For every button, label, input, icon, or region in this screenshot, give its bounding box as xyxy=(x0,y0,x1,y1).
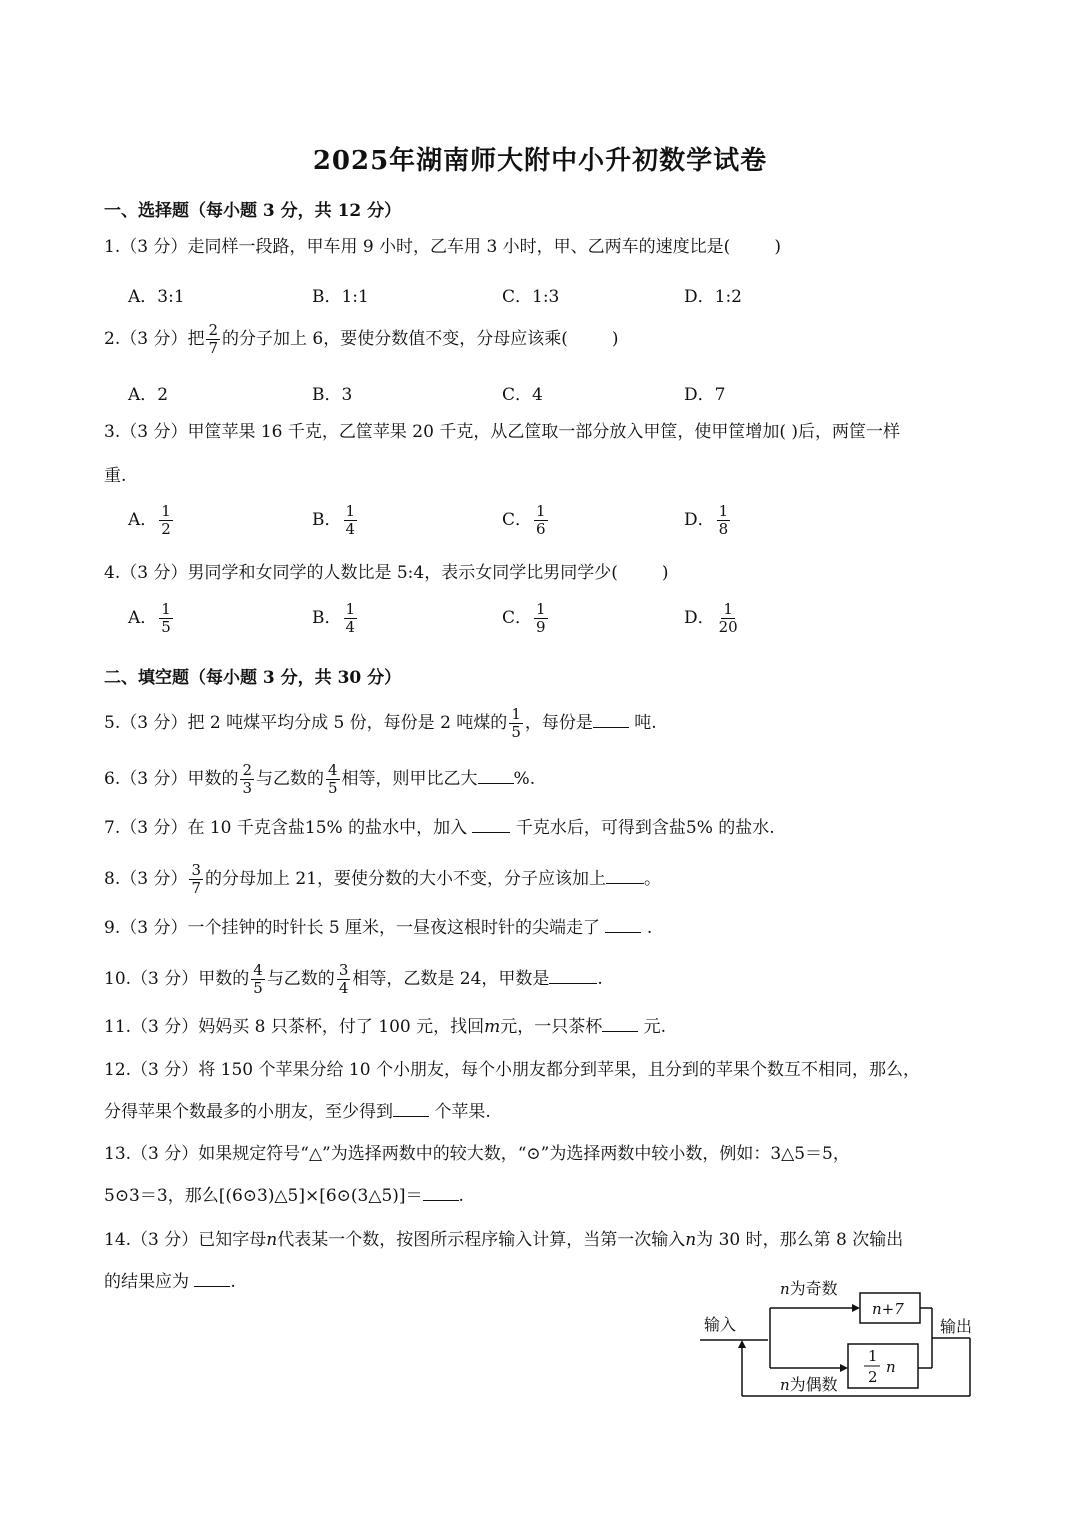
output-label: 输出 xyxy=(940,1317,973,1336)
fraction: $\frac{1}{20}$ xyxy=(718,600,738,636)
input-label: 输入 xyxy=(704,1315,737,1334)
fraction: $\frac{1}{6}$ xyxy=(536,502,546,538)
even-box xyxy=(848,1344,918,1388)
answer-blank xyxy=(593,711,629,728)
even-box-numerator: 1 xyxy=(868,1347,878,1365)
question-9: 9.（3 分）一个挂钟的时针长 5 厘米，一昼夜这根时针的尖端走了 . xyxy=(104,918,653,938)
flow-diagram xyxy=(700,1272,980,1402)
odd-label: n为奇数 xyxy=(780,1279,838,1298)
even-arrow-icon xyxy=(840,1364,848,1372)
q2-option-a: A．2 xyxy=(128,385,169,405)
odd-arrow-icon xyxy=(852,1304,860,1312)
question-13-line-1: 13.（3 分）如果规定符号“△”为选择两数中的较大数，“⊙”为选择两数中较小数，例如：3△5＝5， xyxy=(104,1144,850,1164)
question-14-line-2: 的结果应为 . xyxy=(104,1272,236,1292)
question-2-close: ) xyxy=(611,329,619,349)
answer-blank xyxy=(393,1100,429,1117)
answer-blank xyxy=(472,816,510,833)
question-1 xyxy=(104,235,781,259)
odd-box-text: n+7 xyxy=(872,1300,904,1318)
q4-option-d: D． $\frac{1}{20}$ xyxy=(684,600,738,636)
q2-option-d: D．7 xyxy=(684,385,726,405)
even-label: n为偶数 xyxy=(780,1375,838,1394)
answer-blank xyxy=(606,867,644,884)
question-12-line-2: 分得苹果个数最多的小朋友，至少得到 个苹果. xyxy=(104,1102,491,1122)
even-box-denominator: 2 xyxy=(868,1368,878,1386)
q1-option-b: B．1:1 xyxy=(312,287,369,307)
fraction: $\frac{1}{4}$ xyxy=(345,502,356,538)
question-4-close: ) xyxy=(661,563,669,583)
question-8: 8.（3 分） $\frac{3}{7}$ 的分母加上 21，要使分数的大小不变，分子应该加上 。 xyxy=(104,861,662,897)
q1-option-a: A．3:1 xyxy=(128,287,185,307)
fraction: $\frac{1}{5}$ xyxy=(161,600,171,636)
question-3-line-2: 重. xyxy=(104,466,127,486)
fraction: $\frac{1}{2}$ xyxy=(161,502,171,538)
q3-option-c: C． $\frac{1}{6}$ xyxy=(502,502,546,538)
question-1-text: 1.（3 分）走同样一段路，甲车用 9 小时，乙车用 3 小时，甲、乙两车的速度比是( xyxy=(104,237,731,257)
question-2-pre: 2.（3 分）把 xyxy=(104,329,205,349)
answer-blank xyxy=(605,916,641,933)
question-4-text: 4.（3 分）男同学和女同学的人数比是 5:4，表示女同学比男同学少( xyxy=(104,563,618,583)
question-3-line-1: 3.（3 分）甲筐苹果 16 千克，乙筐苹果 20 千克，从乙筐取一部分放入甲筐，使甲筐增加( )后，两筐一样 xyxy=(104,422,900,442)
section-fill-heading: 二、填空题（每小题 3 分，共 30 分） xyxy=(104,668,402,688)
q3-option-b: B． $\frac{1}{4}$ xyxy=(312,502,356,538)
fraction: $\frac{3}{7}$ xyxy=(191,861,201,897)
fraction: $\frac{4}{5}$ xyxy=(328,761,338,797)
fraction: $\frac{1}{8}$ xyxy=(718,502,729,538)
fraction: $\frac{3}{4}$ xyxy=(338,961,349,997)
q3-option-d: D． $\frac{1}{8}$ xyxy=(684,502,729,538)
q4-option-b: B． $\frac{1}{4}$ xyxy=(312,600,356,636)
even-box-var: n xyxy=(886,1358,896,1376)
question-6: 6.（3 分）甲数的 $\frac{2}{3}$ 与乙数的 $\frac{4}{5}$ 相等，则甲比乙大 %. xyxy=(104,761,536,797)
fraction: $\frac{4}{5}$ xyxy=(253,961,263,997)
fraction: $\frac{1}{5}$ xyxy=(511,705,521,741)
question-2-post: 的分子加上 6，要使分数值不变，分母应该乘( xyxy=(222,329,568,349)
question-14-line-1: 14.（3 分）已知字母n代表某一个数，按图所示程序输入计算，当第一次输入n为 30 时，那么第 8 次输出 xyxy=(104,1230,904,1250)
q1-option-d: D．1:2 xyxy=(684,287,742,307)
section-choice-heading: 一、选择题（每小题 3 分，共 12 分） xyxy=(104,201,402,221)
q4-option-c: C． $\frac{1}{9}$ xyxy=(502,600,546,636)
answer-blank xyxy=(602,1015,638,1032)
answer-blank xyxy=(478,767,514,784)
question-13-line-2: 5⊙3＝3，那么[(6⊙3)△5]×[6⊙(3△5)]＝ . xyxy=(104,1186,464,1206)
feedback-arrow-icon xyxy=(738,1340,746,1348)
question-4 xyxy=(104,561,668,585)
question-2 xyxy=(104,322,619,357)
q4-option-a: A． $\frac{1}{5}$ xyxy=(128,600,171,636)
page-title: 2025年湖南师大附中小升初数学试卷 xyxy=(312,146,768,176)
question-1-close: ) xyxy=(774,237,781,257)
fraction: $\frac{1}{4}$ xyxy=(345,600,356,636)
answer-blank xyxy=(423,1184,459,1201)
q3-option-a: A． $\frac{1}{2}$ xyxy=(128,502,171,538)
q2-option-b: B．3 xyxy=(312,385,353,405)
fraction: $\frac{2}{7}$ xyxy=(208,321,218,357)
question-7: 7.（3 分）在 10 千克含盐15% 的盐水中，加入 千克水后，可得到含盐5% 的盐水. xyxy=(104,818,775,838)
question-12-line-1: 12.（3 分）将 150 个苹果分给 10 个小朋友，每个小朋友都分到苹果，且分到的苹果个数互不相同，那么， xyxy=(104,1060,920,1080)
question-5: 5.（3 分）把 2 吨煤平均分成 5 份，每份是 2 吨煤的 $\frac{1}{5}$ ，每份是 吨. xyxy=(104,705,657,741)
fraction: $\frac{1}{9}$ xyxy=(536,600,546,636)
q1-option-c: C．1:3 xyxy=(502,287,560,307)
answer-blank xyxy=(194,1270,230,1287)
fraction: $\frac{2}{3}$ xyxy=(242,761,252,797)
question-10: 10.（3 分）甲数的 $\frac{4}{5}$ 与乙数的 $\frac{3}{4}$ 相等，乙数是 24，甲数是 . xyxy=(104,961,603,997)
question-11: 11.（3 分）妈妈买 8 只茶杯，付了 100 元，找回m元，一只茶杯 元. xyxy=(104,1017,667,1037)
q2-option-c: C．4 xyxy=(502,385,543,405)
answer-blank xyxy=(549,967,597,984)
